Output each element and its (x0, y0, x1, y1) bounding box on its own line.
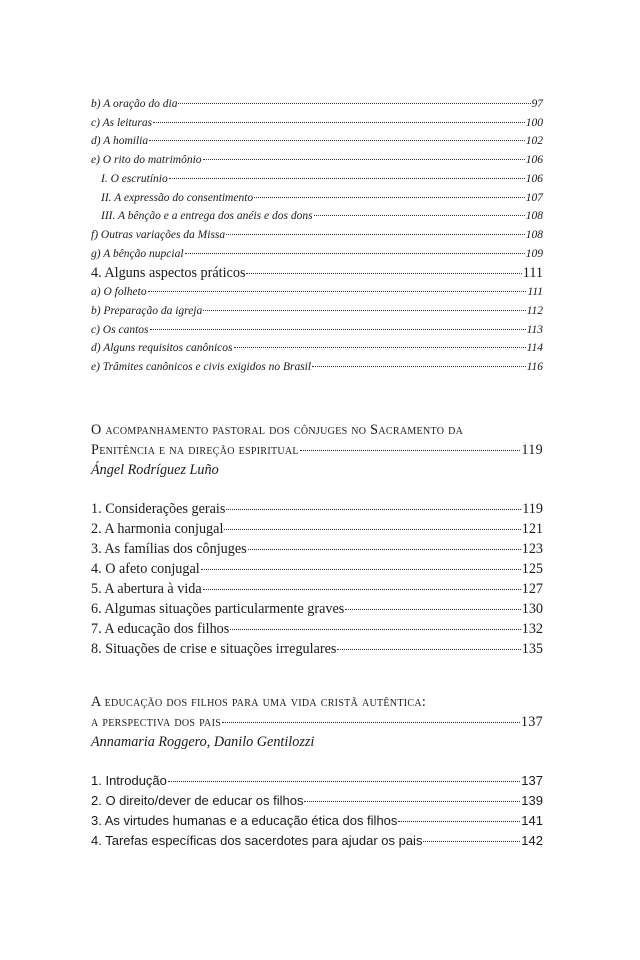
entry-page: 112 (526, 305, 543, 318)
chapter1-block (91, 420, 543, 659)
dot-leader (234, 347, 526, 348)
toc-entry[interactable] (91, 599, 543, 619)
toc-entry[interactable] (91, 519, 543, 539)
entry-page: 100 (525, 116, 543, 129)
toc-entry[interactable] (91, 321, 543, 340)
toc-entry[interactable] (91, 539, 543, 559)
entry-page: 121 (521, 521, 543, 537)
entry-page: 111 (522, 265, 543, 282)
entry-page: 106 (525, 154, 543, 167)
entry-page: 106 (525, 172, 543, 185)
entry-title: 4. O afeto conjugal (91, 561, 200, 577)
entry-page: 102 (525, 135, 543, 148)
dot-leader (203, 310, 525, 311)
dot-leader (345, 609, 520, 610)
dot-leader (398, 821, 520, 822)
entry-title: a perspectiva dos pais (91, 714, 222, 730)
entry-title: f) Outras variações da Missa (91, 228, 226, 241)
dot-leader (224, 529, 520, 530)
dot-leader (150, 329, 526, 330)
entry-page: 119 (522, 501, 543, 517)
entry-title: e) Trâmites canônicos e civis exigidos no Brasil (91, 361, 312, 374)
chapter1-title-line2[interactable] (91, 440, 543, 460)
entry-page: 135 (521, 641, 543, 657)
dot-leader (314, 215, 525, 216)
entry-page: 137 (520, 714, 543, 730)
toc-entry[interactable] (91, 151, 543, 170)
entry-page: 119 (521, 442, 543, 458)
toc-entry[interactable] (91, 226, 543, 245)
dot-leader (169, 178, 525, 179)
entry-page: 123 (521, 541, 543, 557)
toc-entry[interactable] (91, 189, 543, 208)
entry-title: 3. As virtudes humanas e a educação ética dos filhos (91, 813, 398, 828)
toc-entry[interactable] (91, 283, 543, 302)
toc-entry[interactable] (91, 302, 543, 321)
entry-page: 109 (525, 247, 543, 260)
dot-leader (254, 197, 525, 198)
toc-entry[interactable] (91, 811, 543, 831)
entry-title: 7. A educação dos filhos (91, 621, 230, 637)
entry-page: 108 (525, 228, 543, 241)
toc-entry[interactable] (91, 619, 543, 639)
entry-title: 3. As famílias dos cônjuges (91, 541, 247, 557)
entry-title: 1. Considerações gerais (91, 501, 226, 517)
toc-entry[interactable] (91, 170, 543, 189)
dot-leader (148, 291, 527, 292)
chapter2-author: Annamaria Roggero, Danilo Gentilozzi (91, 734, 315, 750)
entry-page: 108 (525, 210, 543, 223)
entry-title: 6. Algumas situações particularmente graves (91, 601, 345, 617)
toc-entry[interactable] (91, 207, 543, 226)
entry-title: g) A bênção nupcial (91, 247, 184, 260)
chapter2-items (91, 771, 543, 851)
dot-leader (304, 801, 520, 802)
dot-leader (226, 509, 521, 510)
dot-leader (185, 253, 525, 254)
chapter2-title-line2[interactable] (91, 712, 543, 732)
dot-leader (203, 589, 521, 590)
entry-title: 8. Situações de crise e situações irregulares (91, 641, 337, 657)
dot-leader (337, 649, 520, 650)
toc-entry[interactable] (91, 791, 543, 811)
entry-title: c) Os cantos (91, 323, 149, 336)
toc-entry[interactable] (91, 358, 543, 377)
section4-subitems (91, 283, 543, 377)
entry-page: 139 (521, 793, 543, 808)
entry-title: b) Preparação da igreja (91, 305, 203, 318)
entry-title: e) O rito do matrimônio (91, 154, 202, 167)
dot-leader (300, 450, 521, 451)
entry-title: 5. A abertura à vida (91, 581, 202, 597)
toc-top-list (91, 95, 543, 377)
toc-entry[interactable] (91, 559, 543, 579)
entry-page: 116 (526, 361, 543, 374)
toc-entry[interactable] (91, 639, 543, 659)
toc-entry[interactable] (91, 339, 543, 358)
entry-page: 137 (521, 773, 543, 788)
chapter1-author: Ángel Rodríguez Luño (91, 462, 219, 478)
entry-title: II. A expressão do consentimento (101, 191, 254, 204)
entry-page: 132 (521, 621, 543, 637)
chapter2-block (91, 692, 543, 851)
entry-page: 142 (521, 833, 543, 848)
toc-entry[interactable] (91, 831, 543, 851)
toc-entry[interactable] (91, 114, 543, 133)
entry-title: c) As leituras (91, 116, 153, 129)
dot-leader (149, 140, 525, 141)
entry-title: 2. A harmonia conjugal (91, 521, 224, 537)
entry-title: 4. Alguns aspectos práticos (91, 265, 246, 282)
toc-entry[interactable] (91, 245, 543, 264)
entry-title: 2. O direito/dever de educar os filhos (91, 793, 304, 808)
entry-title: I. O escrutínio (101, 172, 168, 185)
entry-title: III. A bênção e a entrega dos anéis e dos dons (101, 210, 313, 223)
entry-title: 4. Tarefas específicas dos sacerdotes para ajudar os pais (91, 833, 423, 848)
dot-leader (423, 841, 520, 842)
dot-leader (248, 549, 521, 550)
entry-page: 97 (531, 98, 543, 110)
entry-page: 130 (521, 601, 543, 617)
chapter2-title-line1: A educação dos filhos para uma vida cristã autêntica: (91, 694, 427, 710)
toc-entry[interactable] (91, 499, 543, 519)
dot-leader (178, 103, 530, 104)
dot-leader (168, 781, 520, 782)
entry-page: 111 (527, 286, 543, 299)
dot-leader (201, 569, 521, 570)
dot-leader (246, 273, 521, 274)
entry-title: d) A homilia (91, 135, 149, 148)
entry-page: 141 (521, 813, 543, 828)
chapter1-items (91, 499, 543, 659)
entry-title: a) O folheto (91, 286, 147, 299)
entry-page: 113 (526, 323, 543, 336)
toc-entry[interactable] (91, 132, 543, 151)
chapter1-title-line1: O acompanhamento pastoral dos cônjuges no Sacramento da (91, 422, 464, 438)
entry-page: 114 (526, 342, 543, 355)
entry-page: 125 (521, 561, 543, 577)
entry-title: Penitência e na direção espiritual (91, 442, 299, 458)
dot-leader (230, 629, 520, 630)
entry-title: b) A oração do dia (91, 98, 178, 110)
toc-entry[interactable] (91, 579, 543, 599)
entry-page: 127 (521, 581, 543, 597)
entry-title: d) Alguns requisitos canônicos (91, 342, 233, 355)
toc-entry-section4[interactable] (91, 263, 543, 283)
entry-title: 1. Introdução (91, 773, 167, 788)
dot-leader (203, 159, 525, 160)
toc-entry[interactable] (91, 95, 543, 114)
dot-leader (153, 122, 525, 123)
dot-leader (222, 722, 520, 723)
dot-leader (312, 366, 526, 367)
top-subitems (91, 95, 543, 263)
dot-leader (226, 234, 525, 235)
toc-entry[interactable] (91, 771, 543, 791)
entry-page: 107 (525, 191, 543, 204)
